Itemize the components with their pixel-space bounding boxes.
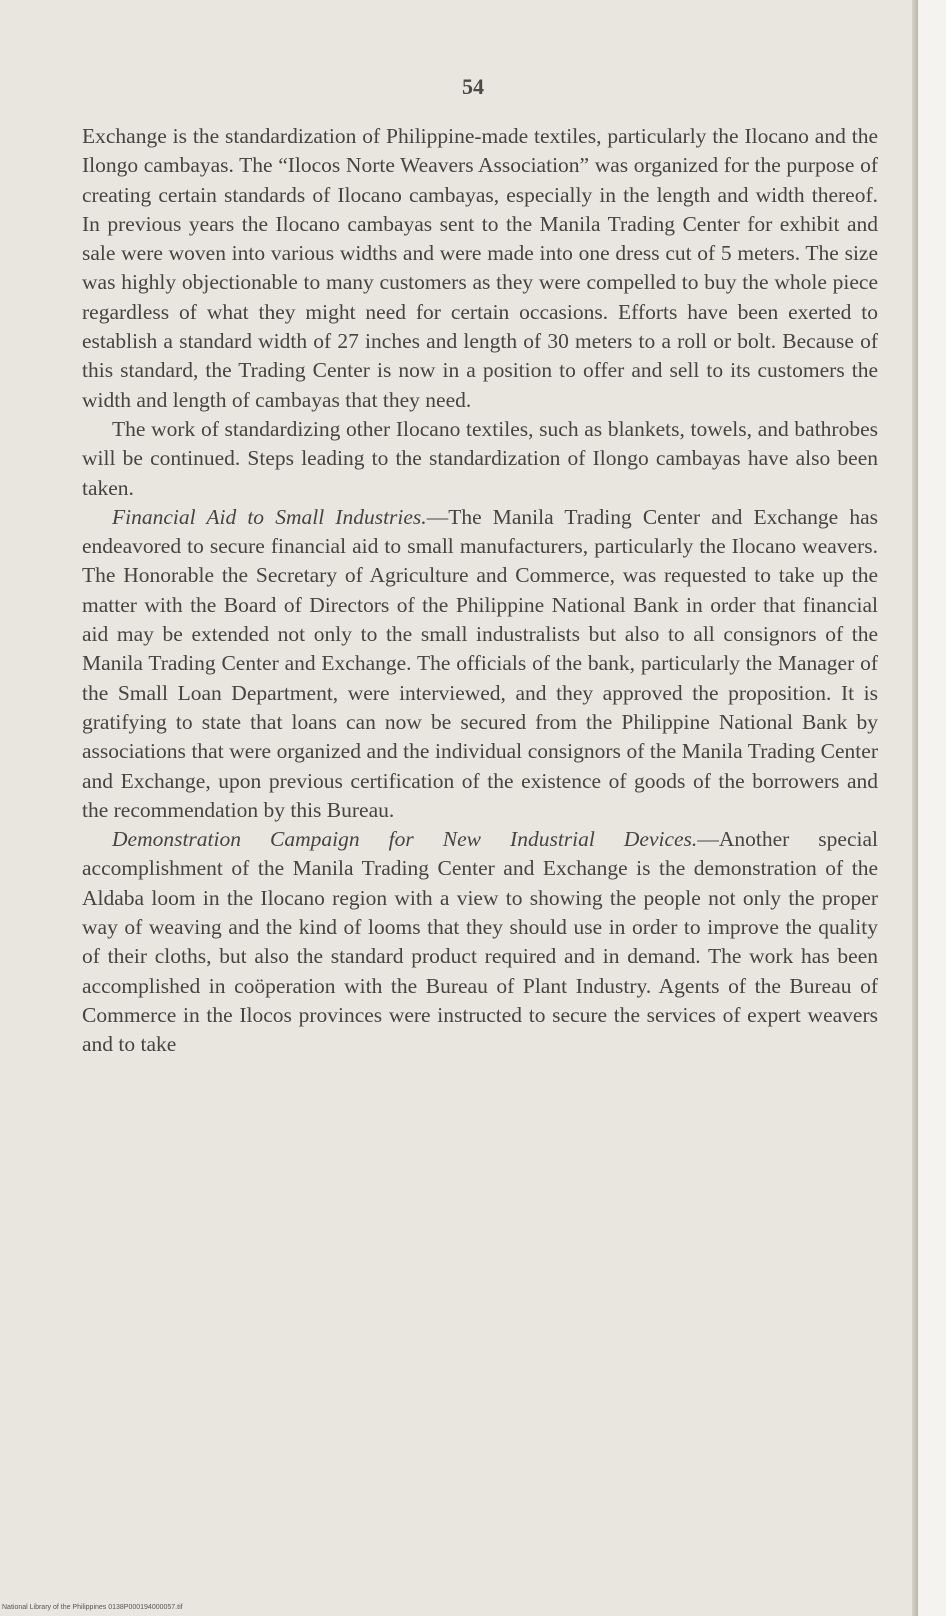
paragraph-text: —Another special accomplishment of the Manila Trading Center and Exchange is the demonstration of the Aldaba loom in the Ilocano region with a view to showing the people not only the proper way of weaving and the kind of looms that they should use in order to improve the quality of their cloths, but also the standard product required and in demand. The work has been accomplished in coöperation with the Bureau of Plant Industry. Agents of the Bureau of Commerce in the Ilocos provinces were instructed to secure the services of expert weavers and to take [82,827,878,1057]
section-heading-financial-aid: Financial Aid to Small Industries. [112,504,427,529]
page-number: 54 [462,74,484,99]
paragraph-text: —The Manila Trading Center and Exchange has endeavored to secure financial aid to small manufacturers, particularly the Ilocano weavers. The Honorable the Secretary of Agriculture and Commerce, was requested to take up the matter with the Board of Directors of the Philippine National Bank in order that financial aid may be extended not only to the small industralists but also to all consignors of the Manila Trading Center and Exchange. The officials of the bank, particularly the Manager of the Small Loan Department, were interviewed, and they approved the proposition. It is gratifying to state that loans can now be secured from the Philippine National Bank by associations that were organized and the individual consignors of the Manila Trading Center and Exchange, upon previous certification of the existence of goods of the borrowers and the recommendation by this Bureau. [82,504,879,822]
body-text [82,122,878,1060]
paragraph-standardization [82,122,878,415]
paragraph-text: Exchange is the standardization of Philippine-made textiles, particularly the Ilocano and the Ilongo cambayas. The “Ilocos Norte Weavers Association” was organized for the purpose of creating certain standards of Ilocano cambayas, especially in the length and width thereof. In previous years the Ilocano cambayas sent to the Manila Trading Center for exhibit and sale were woven into various widths and were made into one dress cut of 5 meters. The size was highly objectionable to many customers as they were compelled to buy the whole piece regardless of what they might need for certain occasions. Efforts have been exerted to establish a standard width of 27 inches and length of 30 meters to a roll or bolt. Because of this standard, the Trading Center is now in a position to offer and sell to its customers the width and length of cambayas that they need. [82,124,878,412]
scan-footer-caption: National Library of the Philippines 0138P000194000057.tif [2,1604,183,1611]
paragraph-other-textiles [82,415,878,503]
paragraph-financial-aid [82,503,878,825]
paragraph-text: The work of standardizing other Ilocano textiles, such as blankets, towels, and bathrobes will be continued. Steps leading to the standardization of Ilongo cambayas have also been taken. [82,416,878,500]
page-right-edge [918,0,946,1616]
section-heading-demonstration-campaign: Demonstration Campaign for New Industrial Devices. [112,827,698,852]
paragraph-demonstration-campaign [82,825,878,1059]
